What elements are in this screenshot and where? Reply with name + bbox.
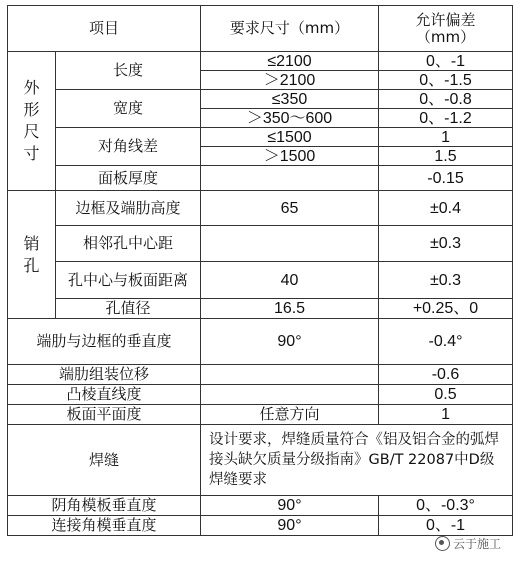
weld-requirement: 设计要求，焊缝质量符合《铝及铝合金的弧焊接头缺欠质量分级指南》GB/T 22087中D级焊缝要求 xyxy=(201,425,513,496)
connect-corner-size: 90° xyxy=(201,516,379,536)
rib-offset-tol: -0.6 xyxy=(379,365,513,385)
tolerance-table xyxy=(7,5,513,536)
perpendicularity-size: 90° xyxy=(201,319,379,365)
table-row xyxy=(8,128,513,147)
header-item: 项目 xyxy=(8,6,201,52)
diagonal-tol-b: 1.5 xyxy=(379,147,513,166)
table-row xyxy=(8,226,513,262)
inner-corner-size: 90° xyxy=(201,496,379,516)
table-row xyxy=(8,52,513,71)
diagonal-tol-a: 1 xyxy=(379,128,513,147)
hole-diameter-label: 孔值径 xyxy=(56,299,201,319)
table-row xyxy=(8,425,513,496)
flatness-tol: 1 xyxy=(379,405,513,425)
adjacent-hole-size xyxy=(201,226,379,262)
connect-corner-tol: 0、-1 xyxy=(379,516,513,536)
flatness-size: 任意方向 xyxy=(201,405,379,425)
diagonal-size-a: ≤1500 xyxy=(201,128,379,147)
group-outer-dimensions: 外 形 尺 寸 xyxy=(8,52,56,191)
length-tol-b: 0、-1.5 xyxy=(379,71,513,90)
width-label: 宽度 xyxy=(56,90,201,128)
table-row xyxy=(8,90,513,109)
header-tolerance-line1: 允许偏差 xyxy=(415,10,476,29)
table-row xyxy=(8,496,513,516)
header-row xyxy=(8,6,513,52)
connect-corner-label: 连接角模垂直度 xyxy=(8,516,201,536)
table-row xyxy=(8,365,513,385)
hole-diameter-tol: +0.25、0 xyxy=(379,299,513,319)
perpendicularity-tol: -0.4° xyxy=(379,319,513,365)
table-row xyxy=(8,319,513,365)
diagonal-size-b: ＞1500 xyxy=(201,147,379,166)
perpendicularity-label: 端肋与边框的垂直度 xyxy=(8,319,201,365)
table-row xyxy=(8,385,513,405)
table-row xyxy=(8,516,513,536)
frame-rib-height-label: 边框及端肋高度 xyxy=(56,191,201,226)
rib-offset-label: 端肋组装位移 xyxy=(8,365,201,385)
rib-straightness-tol: 0.5 xyxy=(379,385,513,405)
table-row xyxy=(8,262,513,299)
table-row xyxy=(8,405,513,425)
panel-thickness-tol: -0.15 xyxy=(379,166,513,191)
rib-straightness-size xyxy=(201,385,379,405)
length-label: 长度 xyxy=(56,52,201,90)
panel-thickness-size xyxy=(201,166,379,191)
frame-rib-height-tol: ±0.4 xyxy=(379,191,513,226)
header-tolerance-line2: （mm） xyxy=(415,27,476,46)
inner-corner-label: 阴角模板垂直度 xyxy=(8,496,201,516)
width-tol-a: 0、-0.8 xyxy=(379,90,513,109)
spec-table-container xyxy=(7,5,513,536)
length-size-b: ＞2100 xyxy=(201,71,379,90)
wechat-icon xyxy=(435,536,450,551)
watermark xyxy=(435,535,501,552)
hole-to-panel-tol: ±0.3 xyxy=(379,262,513,299)
header-size: 要求尺寸（mm） xyxy=(201,6,379,52)
group-pin-hole: 销 孔 xyxy=(8,191,56,319)
rib-straightness-label: 凸棱直线度 xyxy=(8,385,201,405)
diagonal-label: 对角线差 xyxy=(56,128,201,166)
table-row xyxy=(8,191,513,226)
hole-to-panel-size: 40 xyxy=(201,262,379,299)
flatness-label: 板面平面度 xyxy=(8,405,201,425)
adjacent-hole-label: 相邻孔中心距 xyxy=(56,226,201,262)
frame-rib-height-size: 65 xyxy=(201,191,379,226)
length-size-a: ≤2100 xyxy=(201,52,379,71)
watermark-text: 云于施工 xyxy=(452,537,501,551)
table-row xyxy=(8,299,513,319)
header-tolerance xyxy=(379,6,513,52)
inner-corner-tol: 0、-0.3° xyxy=(379,496,513,516)
hole-to-panel-label: 孔中心与板面距离 xyxy=(56,262,201,299)
table-row xyxy=(8,166,513,191)
panel-thickness-label: 面板厚度 xyxy=(56,166,201,191)
weld-label: 焊缝 xyxy=(8,425,201,496)
rib-offset-size xyxy=(201,365,379,385)
adjacent-hole-tol: ±0.3 xyxy=(379,226,513,262)
length-tol-a: 0、-1 xyxy=(379,52,513,71)
width-tol-b: 0、-1.2 xyxy=(379,109,513,128)
width-size-a: ≤350 xyxy=(201,90,379,109)
hole-diameter-size: 16.5 xyxy=(201,299,379,319)
width-size-b: ＞350～600 xyxy=(201,109,379,128)
